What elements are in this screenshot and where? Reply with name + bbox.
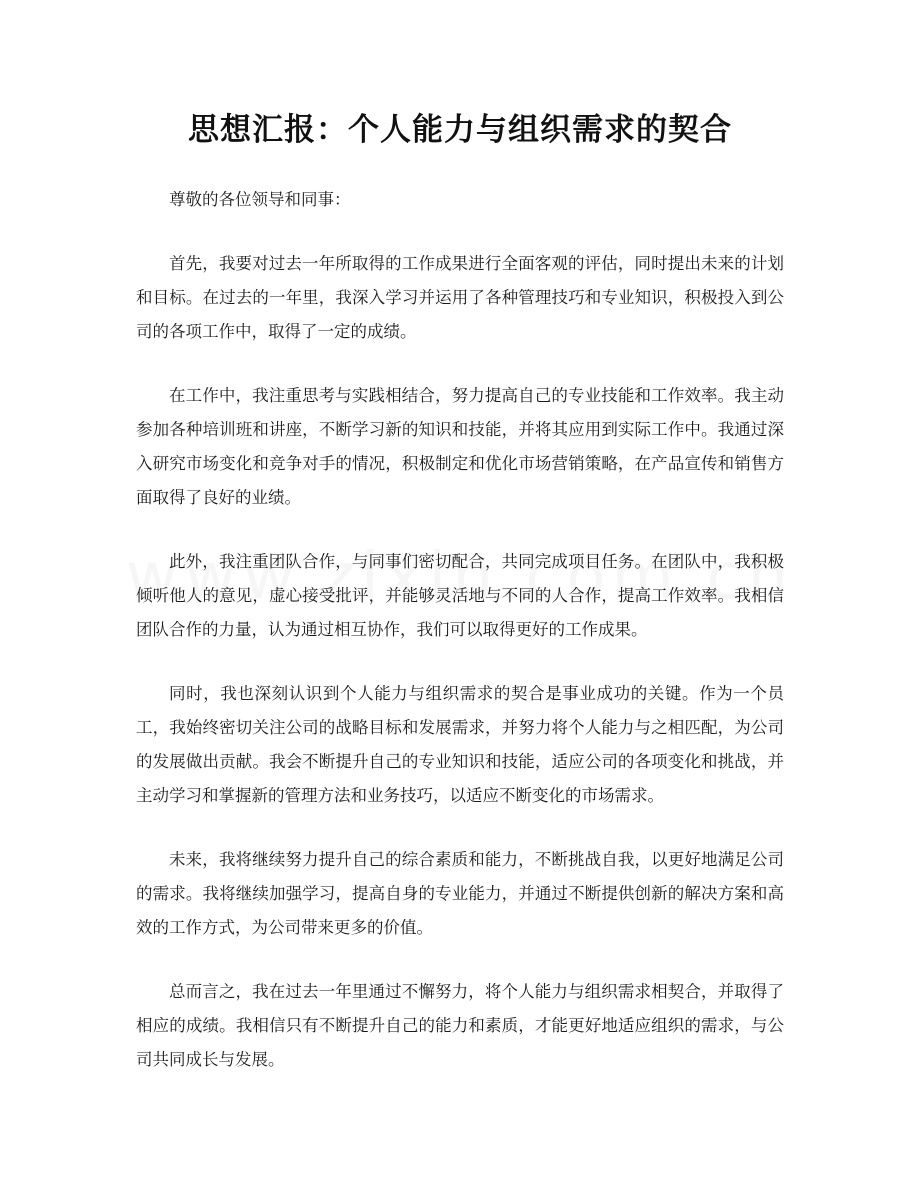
paragraph-4: 同时，我也深刻认识到个人能力与组织需求的契合是事业成功的关键。作为一个员工，我始终密切关注公司的战略目标和发展需求，并努力将个人能力与之相匹配，为公司的发展做出贡献。我会不断提升自己的专业知识和技能，适应公司的各项变化和挑战，并主动学习和掌握新的管理方法和业务技巧，以适应不断变化的市场需求。 [136,684,784,805]
paragraph-2: 在工作中，我注重思考与实践相结合，努力提高自己的专业技能和工作效率。我主动参加各种培训班和讲座，不断学习新的知识和技能，并将其应用到实际工作中。我通过深入研究市场变化和竞争对手的情况，积极制定和优化市场营销策略，在产品宣传和销售方面取得了良好的业绩。 [136,386,784,507]
document-title: 思想汇报：个人能力与组织需求的契合 [188,112,732,148]
paragraph-3: 此外，我注重团队合作，与同事们密切配合，共同完成项目任务。在团队中，我积极倾听他人的意见，虚心接受批评，并能够灵活地与不同的人合作，提高工作效率。我相信团队合作的力量，认为通过相互协作，我们可以取得更好的工作成果。 [136,552,784,639]
document-body [136,183,784,1107]
salutation: 尊敬的各位领导和同事： [169,190,351,209]
paragraph-6: 总而言之，我在过去一年里通过不懈努力，将个人能力与组织需求相契合，并取得了相应的成绩。我相信只有不断提升自己的能力和素质，才能更好地适应组织的需求，与公司共同成长与发展。 [136,982,784,1069]
paragraph-1: 首先，我要对过去一年所取得的工作成果进行全面客观的评估，同时提出未来的计划和目标。在过去的一年里，我深入学习并运用了各种管理技巧和专业知识，积极投入到公司的各项工作中，取得了一定的成绩。 [136,254,784,341]
paragraph-5: 未来，我将继续努力提升自己的综合素质和能力，不断挑战自我，以更好地满足公司的需求。我将继续加强学习，提高自身的专业能力，并通过不断提供创新的解决方案和高效的工作方式，为公司带来更多的价值。 [136,850,784,937]
